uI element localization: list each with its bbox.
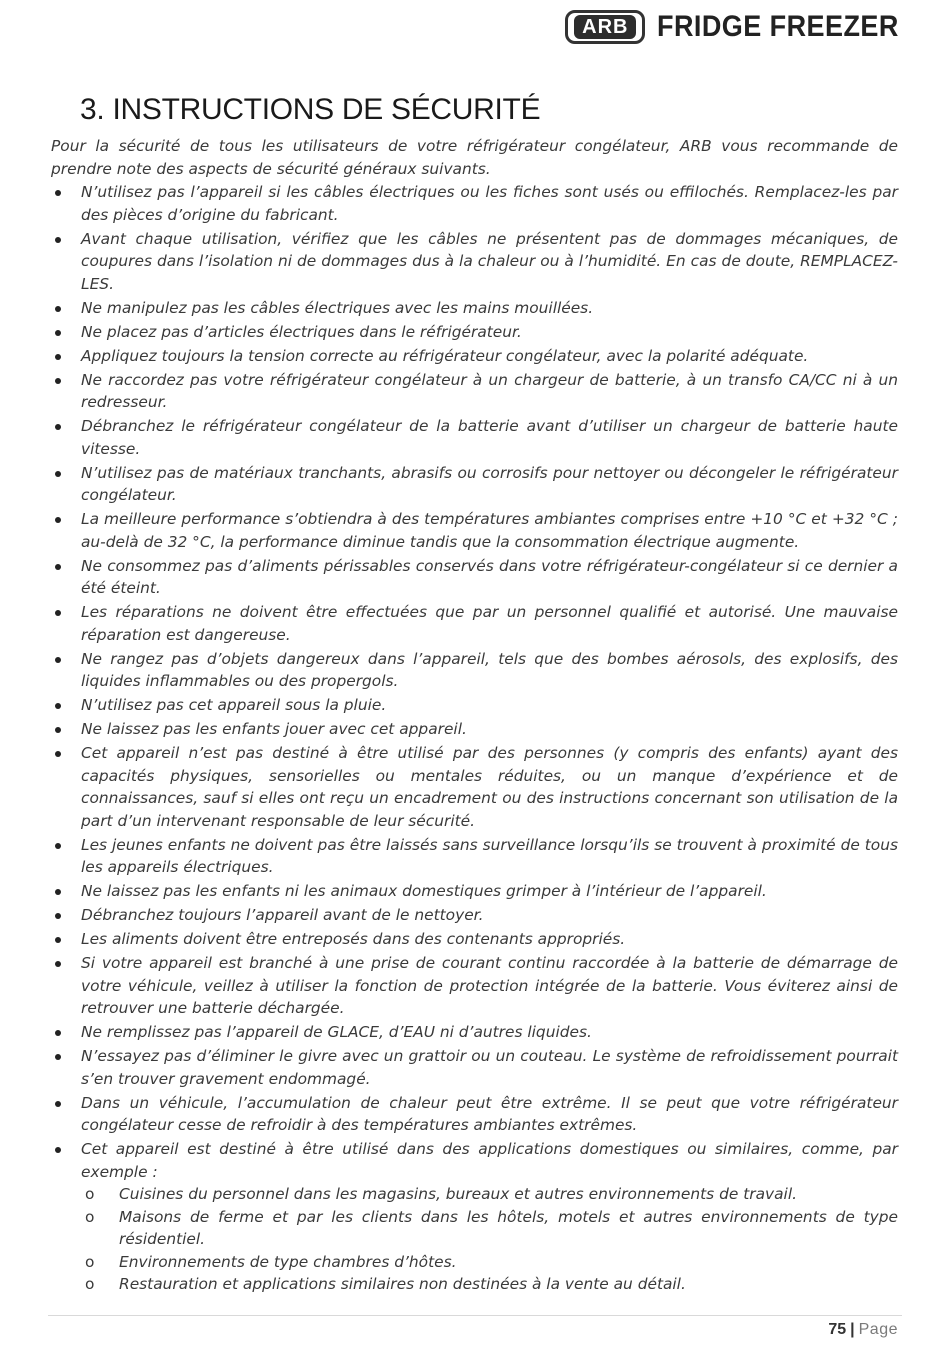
section-heading: 3. INSTRUCTIONS DE SÉCURITÉ bbox=[80, 93, 541, 126]
safety-item: Débranchez le réfrigérateur congélateur de la batterie avant d’utiliser un chargeur de batterie haute vitesse. bbox=[51, 415, 898, 460]
safety-item: Dans un véhicule, l’accumulation de chaleur peut être extrême. Il se peut que votre réfrigérateur congélateur cesse de refroidir à des températures ambiantes extrêmes. bbox=[51, 1092, 898, 1137]
safety-item: La meilleure performance s’obtiendra à des températures ambiantes comprises entre +10 °C et +32 °C ; au-delà de 32 °C, la performance diminue tandis que la consommation électrique augmente. bbox=[51, 508, 898, 553]
safety-list bbox=[51, 181, 898, 1296]
footer-separator: | bbox=[850, 1321, 855, 1338]
safety-item: N’utilisez pas l’appareil si les câbles électriques ou les fiches sont usés ou effilochés. Remplacez-les par des pièces d’origine du fabricant. bbox=[51, 181, 898, 226]
safety-item: Ne laissez pas les enfants ni les animaux domestiques grimper à l’intérieur de l’appareil. bbox=[51, 880, 898, 903]
safety-item: N’essayez pas d’éliminer le givre avec un grattoir ou un couteau. Le système de refroidissement pourrait s’en trouver gravement endommagé. bbox=[51, 1045, 898, 1090]
arb-logo-text: ARB bbox=[574, 15, 636, 39]
usage-sub-item: o Restauration et applications similaires non destinées à la vente au détail. bbox=[81, 1273, 898, 1296]
usage-sub-item: o Environnements de type chambres d’hôtes. bbox=[81, 1251, 898, 1274]
safety-item: Ne consommez pas d’aliments périssables conservés dans votre réfrigérateur-congélateur si ce dernier a été éteint. bbox=[51, 555, 898, 600]
safety-item-usage bbox=[51, 1138, 898, 1296]
intro-paragraph: Pour la sécurité de tous les utilisateurs de votre réfrigérateur congélateur, ARB vous recommande de prendre note des aspects de sécurité généraux suivants. bbox=[51, 137, 898, 178]
page-header bbox=[565, 8, 926, 46]
safety-item: Ne raccordez pas votre réfrigérateur congélateur à un chargeur de batterie, à un transfo CA/CC ni à un redresseur. bbox=[51, 369, 898, 414]
safety-item: N’utilisez pas de matériaux tranchants, abrasifs ou corrosifs pour nettoyer ou décongeler le réfrigérateur congélateur. bbox=[51, 462, 898, 507]
safety-item: Débranchez toujours l’appareil avant de le nettoyer. bbox=[51, 904, 898, 927]
usage-sublist bbox=[81, 1183, 898, 1296]
safety-item: Les réparations ne doivent être effectuées que par un personnel qualifié et autorisé. Une mauvaise réparation est dangereuse. bbox=[51, 601, 898, 646]
safety-item: Ne laissez pas les enfants jouer avec cet appareil. bbox=[51, 718, 898, 741]
safety-item: N’utilisez pas cet appareil sous la pluie. bbox=[51, 694, 898, 717]
safety-item: Appliquez toujours la tension correcte au réfrigérateur congélateur, avec la polarité adéquate. bbox=[51, 345, 898, 368]
page-footer bbox=[828, 1321, 898, 1339]
page-number: 75 bbox=[828, 1321, 847, 1338]
document-title: FRIDGE FREEZER bbox=[657, 10, 900, 43]
safety-item: Ne rangez pas d’objets dangereux dans l’appareil, tels que des bombes aérosols, des explosifs, des liquides inflammables ou des propergols. bbox=[51, 648, 898, 693]
safety-item: Ne placez pas d’articles électriques dans le réfrigérateur. bbox=[51, 321, 898, 344]
usage-text: Cet appareil est destiné à être utilisé dans des applications domestiques ou similaires, comme, par exemple : bbox=[81, 1140, 898, 1181]
footer-divider bbox=[48, 1315, 902, 1316]
safety-item: Les jeunes enfants ne doivent pas être laissés sans surveillance lorsqu’ils se trouvent à proximité de tous les appareils électriques. bbox=[51, 834, 898, 879]
safety-item: Cet appareil n’est pas destiné à être utilisé par des personnes (y compris des enfants) ayant des capacités physiques, sensorielles ou mentales réduites, ou un manque d’expérience et de connaissances, sauf si elles ont reçu un encadrement ou des instructions concernant son utilisation de la part d’un intervenant responsable de leur sécurité. bbox=[51, 742, 898, 832]
page-label: Page bbox=[858, 1321, 898, 1338]
safety-item: Ne remplissez pas l’appareil de GLACE, d’EAU ni d’autres liquides. bbox=[51, 1021, 898, 1044]
safety-item: Si votre appareil est branché à une prise de courant continu raccordée à la batterie de démarrage de votre véhicule, veillez à utiliser la fonction de protection intégrée de la batterie. Vous éviterez ainsi de retrouver une batterie déchargée. bbox=[51, 952, 898, 1020]
usage-sub-item: o Maisons de ferme et par les clients dans les hôtels, motels et autres environnements de type résidentiel. bbox=[81, 1206, 898, 1251]
safety-item: Ne manipulez pas les câbles électriques avec les mains mouillées. bbox=[51, 297, 898, 320]
safety-item: Les aliments doivent être entreposés dans des contenants appropriés. bbox=[51, 928, 898, 951]
usage-sub-item: o Cuisines du personnel dans les magasins, bureaux et autres environnements de travail. bbox=[81, 1183, 898, 1206]
safety-item: Avant chaque utilisation, vérifiez que les câbles ne présentent pas de dommages mécaniques, de coupures dans l’isolation ni de dommages dus à la chaleur ou à l’humidité. En cas de doute, REMPLACEZ-LES. bbox=[51, 228, 898, 296]
arb-logo bbox=[565, 10, 645, 44]
section-body bbox=[51, 135, 898, 1297]
